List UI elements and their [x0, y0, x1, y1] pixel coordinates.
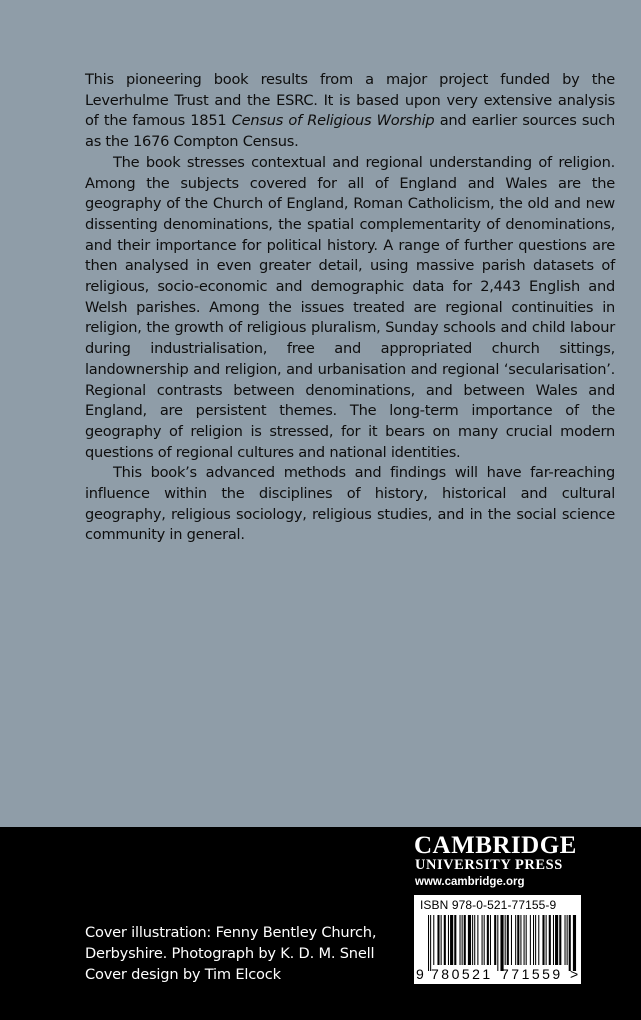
barcode-digits-group2: 771559 — [501, 966, 563, 982]
barcode-bar — [454, 915, 456, 965]
isbn-label: ISBN 978-0-521-77155-9 — [420, 898, 557, 912]
credit-line-2: Derbyshire. Photograph by K. D. M. Snell — [85, 945, 375, 962]
barcode-bar — [511, 915, 512, 965]
barcode-icon — [414, 895, 581, 984]
blurb-paragraph-1 — [85, 70, 615, 153]
blurb-paragraph-3: This book’s advanced methods and findings will have far-reaching influence within the disciplines of history, historical and cultural geography, religious sociology, religious studies, and in the social science community in general. — [85, 464, 615, 544]
barcode-bar — [517, 915, 519, 965]
barcode-bar — [520, 915, 521, 965]
barcode-bar — [462, 915, 463, 965]
isbn-barcode — [414, 895, 581, 984]
barcode-bar — [437, 915, 439, 965]
barcode-bar — [505, 915, 506, 965]
barcode-digits-group1: 780521 — [431, 966, 493, 982]
barcode-bar — [441, 915, 442, 965]
barcode-bar — [526, 915, 527, 965]
barcode-bar — [428, 915, 429, 971]
barcode-bar — [450, 915, 453, 965]
barcode-bar — [448, 915, 449, 965]
barcode-bar — [433, 915, 434, 965]
barcode-bar — [553, 915, 554, 965]
barcode-bar — [538, 915, 539, 965]
barcode-bar — [497, 915, 498, 971]
barcode-bar — [542, 915, 544, 965]
barcode-bar — [515, 915, 516, 965]
barcode-bar — [530, 915, 531, 965]
barcode-bar — [484, 915, 485, 965]
barcode-bar — [474, 915, 475, 965]
blurb-paragraph-2: The book stresses contextual and regional understanding of religion. Among the subjects covered for all of England and Wales are the geography of the Church of England, Roman Catholicism, the old and new dissenting denominations, the spatial complementarity of denominations, and their importance for political history. A range of further questions are then analysed in even greater detail, using massive parish datasets of religious, socio-economic and demographic data for 2,443 English and Welsh parishes. Among the issues treated are regional continuities in religion, the growth of religious pluralism, Sunday schools and child labour during industrialisation, free and appropriated church sittings, landownership and religion, and urbanisation and regional ‘secularisation’. Regional contrasts between denominations, and between Wales and England, are persistent themes. The long-term importance of the geography of religion is stressed, for it bears on many crucial modern questions of regional cultures and national identities. — [85, 153, 615, 461]
barcode-bar — [477, 915, 478, 965]
publisher-url: www.cambridge.org — [415, 876, 525, 888]
barcode-bar — [430, 915, 431, 971]
back-cover-blurb — [85, 70, 615, 546]
barcode-digit-first: 9 — [416, 966, 424, 982]
barcode-bar — [535, 915, 536, 965]
barcode-bar — [494, 915, 496, 965]
publisher-logo-title: CAMBRIDGE — [414, 832, 577, 859]
barcode-bar — [565, 915, 566, 965]
barcode-bar — [482, 915, 483, 965]
barcode-bar — [546, 915, 547, 965]
barcode-quiet-zone-mark: > — [570, 966, 579, 982]
barcode-bar — [555, 915, 558, 965]
barcode-bar — [533, 915, 534, 965]
barcode-bar — [567, 915, 568, 965]
barcode-bar — [500, 915, 503, 971]
barcode-bar — [487, 915, 489, 965]
blurb-p1-text-a: This pioneering book results from a major project funded by the Leverhulme Trust and the ESRC. It is based upon very extensive analysis of the famous 1851 — [85, 71, 615, 130]
barcode-bar — [464, 915, 466, 965]
publisher-logo-subtitle: UNIVERSITY PRESS — [415, 857, 563, 873]
cover-credits — [85, 922, 376, 985]
credit-line-3: Cover design by Tim Elcock — [85, 966, 281, 983]
barcode-bar — [549, 915, 551, 965]
blurb-p1-text-b: and earlier sources such as the 1676 Compton Census. — [85, 112, 615, 151]
credit-line-1: Cover illustration: Fenny Bentley Church, — [85, 924, 377, 941]
barcode-bar — [468, 915, 471, 965]
barcode-bar — [490, 915, 491, 965]
barcode-bar — [472, 915, 473, 965]
barcode-bar — [507, 915, 509, 965]
barcode-bar — [444, 915, 446, 965]
barcode-bar — [569, 915, 571, 971]
barcode-bar — [573, 915, 576, 971]
census-title: Census of Religious Worship — [231, 112, 435, 130]
barcode-bar — [524, 915, 525, 965]
barcode-bar — [460, 915, 461, 965]
barcode-bar — [559, 915, 561, 965]
